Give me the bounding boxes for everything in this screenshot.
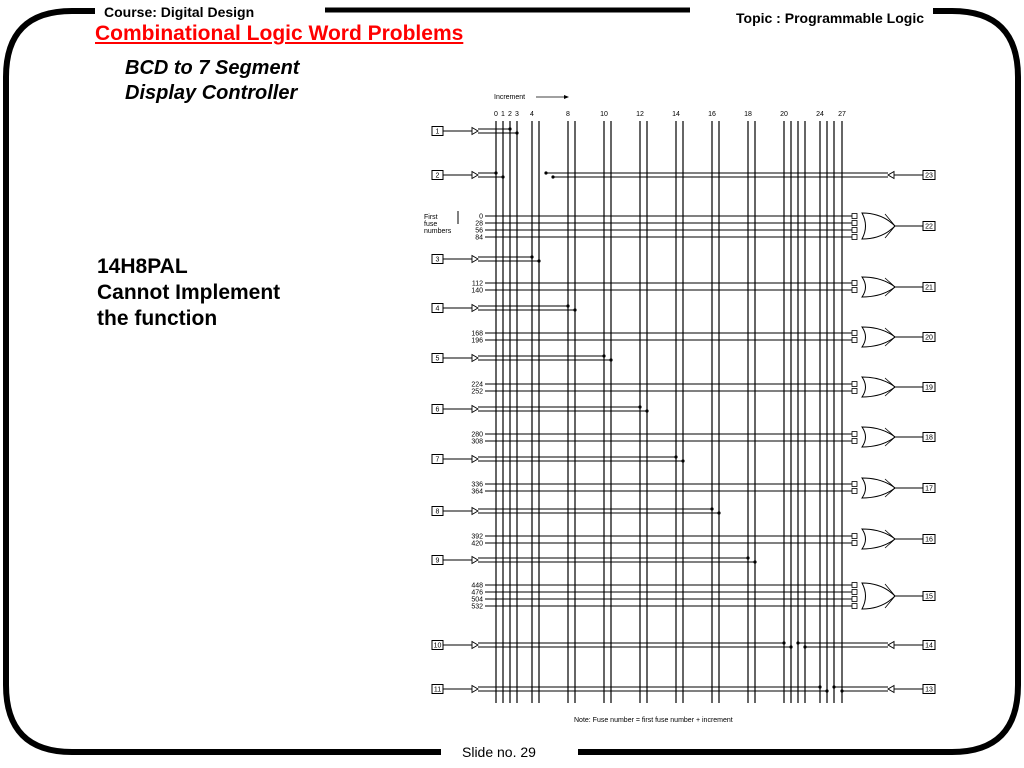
slide-number: Slide no. 29 [462, 744, 536, 760]
input-pin-10: 10 [433, 642, 442, 650]
input-buffer-6 [472, 406, 478, 413]
column-number-0: 0 [494, 111, 498, 118]
input-true-dot-10 [782, 641, 785, 644]
fuse-number-0: 0 [479, 213, 483, 221]
fuse-number-28: 28 [475, 220, 483, 228]
subtitle-line-1: BCD to 7 Segment [125, 57, 300, 79]
output-pin-20: 20 [925, 334, 933, 342]
column-number-27: 27 [838, 111, 846, 118]
feedback-buffer-23 [888, 172, 894, 179]
input-pin-2: 2 [435, 172, 440, 180]
subtitle-line-2: Display Controller [125, 82, 298, 104]
term-input-box-14 [852, 489, 857, 494]
fuse-number-392: 392 [471, 533, 483, 541]
vertical-lines [496, 121, 842, 703]
output-pin-14: 14 [925, 642, 933, 650]
input-buffer-10 [472, 642, 478, 649]
column-number-3: 3 [515, 111, 519, 118]
input-pin-5: 5 [435, 355, 440, 363]
input-buffer-4 [472, 305, 478, 312]
output-pin-21: 21 [925, 284, 933, 292]
term-input-box-17 [852, 583, 857, 588]
fuse-number-224: 224 [471, 381, 483, 389]
or-gate-1 [862, 213, 895, 239]
first-fuse-label [424, 211, 458, 235]
output-pin-13: 13 [925, 686, 933, 694]
input-pin-7: 7 [435, 456, 440, 464]
or-gate-7 [862, 529, 895, 549]
term-input-box-18 [852, 590, 857, 595]
column-number-1: 1 [501, 111, 505, 118]
fuse-number-280: 280 [471, 431, 483, 439]
fuse-number-168: 168 [471, 330, 483, 338]
feedback-comp-dot-23 [551, 175, 554, 178]
term-input-box-1 [852, 214, 857, 219]
input-true-dot-7 [674, 455, 677, 458]
term-input-box-9 [852, 382, 857, 387]
topic-label: Topic : Programmable Logic [736, 10, 924, 26]
term-input-box-10 [852, 389, 857, 394]
increment-label: Increment [494, 94, 526, 101]
term-input-box-5 [852, 281, 857, 286]
input-true-dot-5 [602, 354, 605, 357]
fuse-number-56: 56 [475, 227, 483, 235]
feedback-comp-dot-13 [840, 689, 843, 692]
fuse-number-84: 84 [475, 234, 483, 242]
column-number-2: 2 [508, 111, 512, 118]
course-label: Course: Digital Design [104, 4, 255, 20]
output-pin-19: 19 [925, 384, 933, 392]
increment-arrowhead [564, 95, 569, 99]
or-gate-4 [862, 377, 895, 397]
term-input-box-4 [852, 235, 857, 240]
or-gate-6 [862, 478, 895, 498]
product-term-lines [471, 214, 857, 611]
column-number-4: 4 [530, 111, 534, 118]
input-buffer-8 [472, 508, 478, 515]
first-fuse-word-3: numbers [424, 228, 452, 235]
term-input-box-11 [852, 432, 857, 437]
feedback-buffer-14 [888, 642, 894, 649]
output-pin-17: 17 [925, 485, 933, 493]
or-gate-5 [862, 427, 895, 447]
fuse-number-364: 364 [471, 488, 483, 496]
output-pin-23: 23 [925, 172, 933, 180]
input-true-dot-8 [710, 507, 713, 510]
first-fuse-word-1: First [424, 214, 438, 221]
chip-note-line-3: the function [97, 307, 218, 330]
input-pin-6: 6 [435, 406, 440, 414]
input-true-dot-4 [566, 304, 569, 307]
input-buffer-7 [472, 456, 478, 463]
feedback-comp-dot-14 [803, 645, 806, 648]
term-input-box-12 [852, 439, 857, 444]
input-true-dot-11 [818, 685, 821, 688]
fuse-number-308: 308 [471, 438, 483, 446]
term-input-box-2 [852, 221, 857, 226]
output-pin-18: 18 [925, 434, 933, 442]
column-number-12: 12 [636, 111, 644, 118]
term-input-box-13 [852, 482, 857, 487]
term-input-box-3 [852, 228, 857, 233]
input-buffer-9 [472, 557, 478, 564]
fuse-number-196: 196 [471, 337, 483, 345]
or-gate-2 [862, 277, 895, 297]
fuse-number-504: 504 [471, 596, 483, 604]
term-input-box-19 [852, 597, 857, 602]
input-pin-1: 1 [435, 128, 440, 136]
or-gates [862, 213, 923, 609]
chip-note-line-2: Cannot Implement [97, 281, 281, 304]
fuse-number-476: 476 [471, 589, 483, 597]
input-buffer-3 [472, 256, 478, 263]
first-fuse-word-2: fuse [424, 221, 438, 228]
input-true-dot-3 [530, 255, 533, 258]
input-pin-3: 3 [435, 256, 440, 264]
column-number-20: 20 [780, 111, 788, 118]
input-pins [432, 127, 829, 698]
term-input-box-8 [852, 338, 857, 343]
input-true-dot-6 [638, 405, 641, 408]
feedback-true-dot-13 [832, 685, 835, 688]
input-buffer-5 [472, 355, 478, 362]
feedback-true-dot-23 [544, 171, 547, 174]
term-input-box-15 [852, 534, 857, 539]
column-number-8: 8 [566, 111, 570, 118]
input-pin-11: 11 [433, 686, 442, 694]
output-pin-22: 22 [925, 223, 933, 231]
fuse-note: Note: Fuse number = first fuse number + increment [574, 717, 733, 724]
column-numbers [494, 111, 846, 118]
output-pin-15: 15 [925, 593, 933, 601]
fuse-number-252: 252 [471, 388, 483, 396]
input-true-dot-9 [746, 556, 749, 559]
feedback-true-dot-14 [796, 641, 799, 644]
term-input-box-20 [852, 604, 857, 609]
fuse-number-532: 532 [471, 603, 483, 611]
input-buffer-2 [472, 172, 478, 179]
column-number-16: 16 [708, 111, 716, 118]
input-true-dot-2 [494, 171, 497, 174]
output-pin-16: 16 [925, 536, 933, 544]
term-input-box-6 [852, 288, 857, 293]
term-input-box-16 [852, 541, 857, 546]
or-gate-8 [862, 583, 895, 609]
fuse-number-448: 448 [471, 582, 483, 590]
term-input-box-7 [852, 331, 857, 336]
chip-name: 14H8PAL [97, 255, 188, 278]
fuse-number-112: 112 [471, 280, 483, 288]
input-pin-4: 4 [435, 305, 440, 313]
input-buffer-11 [472, 686, 478, 693]
column-number-24: 24 [816, 111, 824, 118]
fuse-number-140: 140 [471, 287, 483, 295]
column-number-10: 10 [600, 111, 608, 118]
column-number-18: 18 [744, 111, 752, 118]
input-pin-8: 8 [435, 508, 440, 516]
or-gate-3 [862, 327, 895, 347]
fuse-number-336: 336 [471, 481, 483, 489]
input-pin-9: 9 [435, 557, 440, 565]
feedback-buffer-13 [888, 686, 894, 693]
column-number-14: 14 [672, 111, 680, 118]
input-true-dot-1 [508, 127, 511, 130]
slide-title: Combinational Logic Word Problems [95, 22, 464, 45]
input-buffer-1 [472, 128, 478, 135]
fuse-number-420: 420 [471, 540, 483, 548]
